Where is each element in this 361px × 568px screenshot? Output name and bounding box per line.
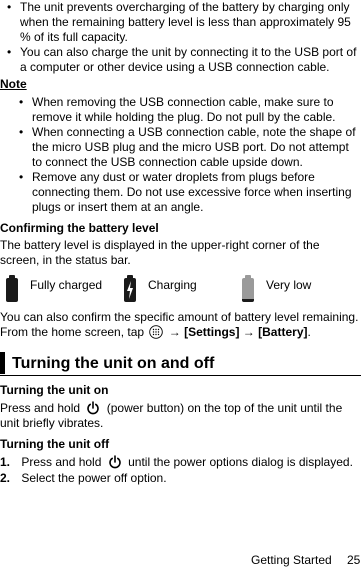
heading-accent-bar (0, 352, 5, 374)
battery-state-label-full: Fully charged (30, 278, 103, 292)
turning-off-title: Turning the unit off (0, 437, 110, 451)
turning-on-text: Press and hold (power button) on the top of the unit until the unit briefly vibrates. (0, 401, 343, 430)
arrow-right-icon: → (168, 325, 181, 339)
note-title: Note (0, 77, 27, 91)
settings-menu-label: [Settings] (184, 325, 240, 339)
battery-charging-icon (124, 278, 136, 302)
battery-full-icon (6, 278, 18, 302)
charging-notes-list (0, 0, 361, 75)
power-button-icon (86, 401, 100, 415)
arrow-right-icon: → (242, 325, 255, 339)
step-1-number: 1. (0, 455, 11, 469)
battery-menu-label: [Battery] (258, 325, 308, 339)
bullet-overcharge: • The unit prevents overcharging of the battery by charging only when the remaining battery level is less than approximately 95 % of its full capacity. (0, 0, 361, 45)
battery-low-icon (242, 278, 254, 302)
battery-section-body: The battery level is displayed in the upper-right corner of the screen, in the status bar. (0, 238, 320, 267)
footer-page-number: 25 (347, 553, 361, 567)
step-2-number: 2. (0, 471, 11, 485)
battery-state-label-low: Very low (266, 278, 312, 292)
power-button-icon (108, 455, 122, 469)
footer-section-name: Getting Started (251, 553, 332, 567)
battery-confirm-text: You can also confirm the specific amount of battery level remaining. From the home screen, tap → [Settings] → [Battery]. (0, 310, 359, 339)
note-list (0, 95, 361, 215)
section-heading-on-off: Turning the unit on and off (12, 355, 215, 372)
battery-states-row (0, 275, 361, 303)
battery-section-title: Confirming the battery level (0, 221, 159, 235)
turning-on-title: Turning the unit on (0, 383, 109, 397)
app-menu-icon (149, 325, 163, 339)
heading-rule (0, 375, 361, 376)
note-item-dust: • Remove any dust or water droplets from plugs before connecting them. Do not use excessive force when inserting plugs or insert them at an angle. (0, 170, 361, 215)
note-item-connect-cable: • When connecting a USB connection cable, note the shape of the micro USB plug and the micro USB port. Do not attempt to connect the USB connection cable upside down. (0, 125, 361, 170)
battery-confirm-text-1: You can also confirm the specific amount of battery level remaining. From the home screen, tap (0, 310, 359, 339)
step-1: 1. Press and hold until the power options dialog is displayed. (0, 455, 353, 469)
note-item-remove-cable: • When removing the USB connection cable, make sure to remove it while holding the plug. Do not pull by the cable. (0, 95, 361, 125)
step-2: 2. Select the power off option. (0, 471, 167, 485)
bullet-usb-charge: • You can also charge the unit by connecting it to the USB port of a computer or other device using a USB connection cable. (0, 45, 361, 75)
battery-state-label-charging: Charging (148, 278, 197, 292)
